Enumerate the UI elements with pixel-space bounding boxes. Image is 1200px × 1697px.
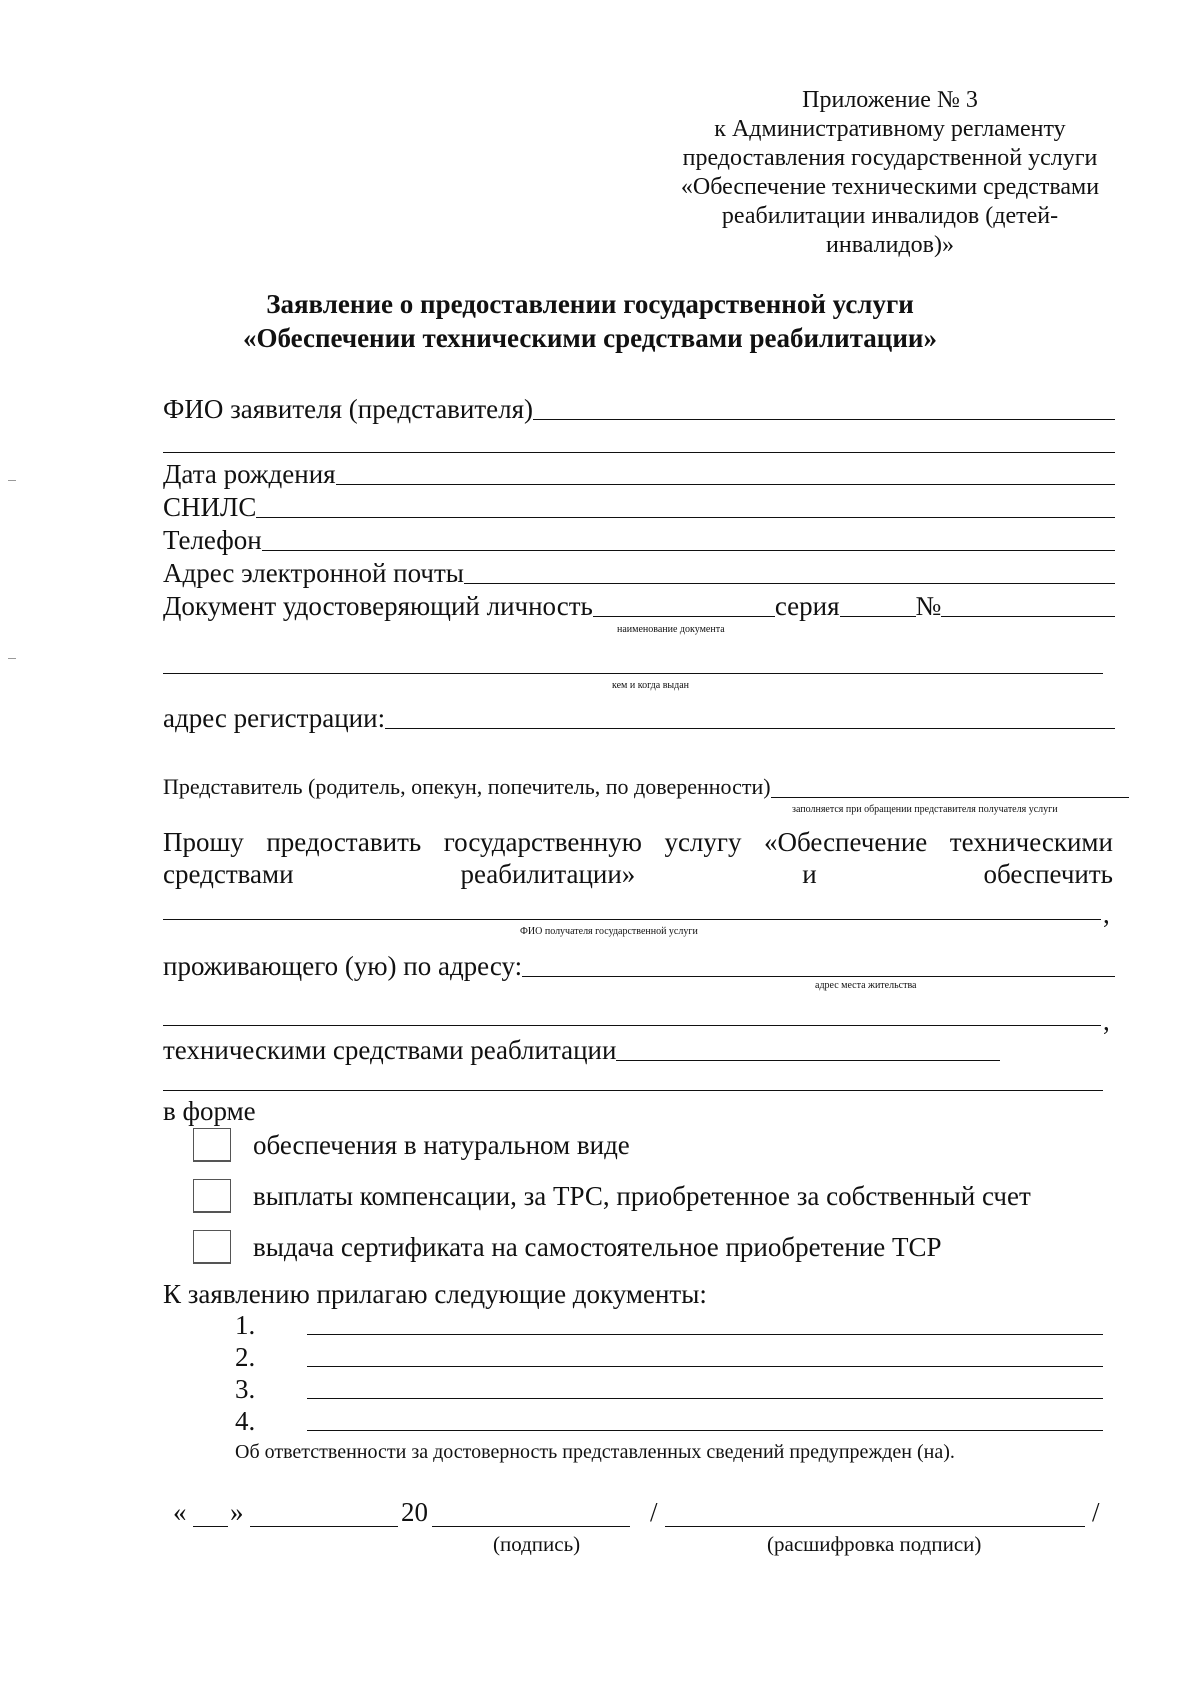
representative-field[interactable] [771, 797, 1129, 798]
representative-row [163, 771, 1129, 803]
email-label: Адрес электронной почты [163, 558, 464, 588]
request-word: обеспечить [983, 859, 1113, 889]
option-compensation [193, 1179, 1031, 1213]
email-field[interactable] [464, 583, 1115, 584]
comma: , [1103, 1006, 1110, 1036]
comma: , [1103, 899, 1110, 929]
attachment-field[interactable] [307, 1430, 1103, 1431]
id-document-row [163, 590, 1115, 622]
year-signature-field[interactable] [432, 1526, 630, 1527]
appendix-header [660, 86, 1120, 260]
attachment-field[interactable] [307, 1334, 1103, 1335]
title-line-1: Заявление о предоставлении государственной услуги [266, 289, 914, 319]
number-label: № [915, 591, 942, 621]
request-word: «Обеспечение [764, 827, 928, 857]
snils-field[interactable] [256, 517, 1115, 518]
option-label: выплаты компенсации, за ТРС, приобретенное за собственный счет [253, 1180, 1031, 1211]
signature-decode-field[interactable] [665, 1526, 1085, 1527]
request-line-2 [163, 858, 1113, 890]
tsr-field[interactable] [616, 1060, 1000, 1061]
issued-by-field[interactable] [163, 673, 1103, 674]
series-field[interactable] [840, 616, 916, 617]
attachment-number: 2. [235, 1342, 256, 1372]
tsr-label: техническими средствами реаблитации [163, 1035, 617, 1065]
appendix-line: Приложение № 3 [802, 87, 978, 113]
attachment-row [235, 1342, 1103, 1373]
phone-label: Телефон [163, 525, 262, 555]
attachment-field[interactable] [307, 1366, 1103, 1367]
form-label: в форме [163, 1096, 256, 1126]
issued-by-hint: кем и когда выдан [612, 680, 690, 691]
fio-label: ФИО заявителя (представителя) [163, 394, 534, 424]
decode-caption: (расшифровка подписи) [767, 1532, 982, 1556]
request-word: государственную [443, 827, 642, 857]
residence-field[interactable] [522, 976, 1115, 977]
attachments-label: К заявлению прилагаю следующие документы: [163, 1279, 707, 1309]
option-label: выдача сертификата на самостоятельное приобретение ТСР [253, 1231, 942, 1262]
attachment-row [235, 1374, 1103, 1405]
residence-hint: адрес места жительства [815, 980, 917, 991]
appendix-line: к Административному регламенту [714, 116, 1066, 142]
snils-row [163, 491, 1115, 523]
phone-field[interactable] [262, 550, 1115, 551]
request-word: предоставить [266, 827, 422, 857]
attachment-number: 4. [235, 1406, 256, 1436]
attachment-field[interactable] [307, 1398, 1103, 1399]
fio-continuation-field[interactable] [163, 452, 1115, 453]
option-checkbox[interactable] [193, 1230, 231, 1264]
registration-row [163, 702, 1115, 734]
appendix-line: предоставления государственной услуги [682, 145, 1098, 171]
slash: / [1092, 1497, 1100, 1527]
request-word: Прошу [163, 827, 244, 857]
signature-caption: (подпись) [493, 1532, 581, 1556]
scan-mark [8, 480, 16, 481]
request-paragraph [163, 826, 1113, 890]
series-label: серия [774, 591, 840, 621]
quote-open: « [173, 1497, 187, 1527]
id-document-label: Документ удостоверяющий личность [163, 591, 593, 621]
fio-row [163, 393, 1115, 425]
option-checkbox[interactable] [193, 1179, 231, 1213]
request-line-1 [163, 826, 1113, 858]
recipient-name-hint: ФИО получателя государственной услуги [520, 926, 698, 937]
appendix-line: инвалидов)» [826, 232, 954, 258]
registration-label: адрес регистрации: [163, 703, 386, 733]
representative-hint: заполняется при обращении представителя получателя услуги [792, 804, 1058, 815]
fio-field[interactable] [533, 419, 1115, 420]
recipient-name-field[interactable] [163, 919, 1101, 920]
appendix-line: «Обеспечение техническими средствами [680, 174, 1100, 200]
email-row [163, 557, 1115, 589]
request-word: услугу [664, 827, 742, 857]
number-field[interactable] [941, 616, 1115, 617]
day-field[interactable] [193, 1526, 228, 1527]
request-word: средствами [163, 859, 294, 889]
request-word: техническими [949, 827, 1113, 857]
option-in-kind [193, 1128, 630, 1162]
attachment-number: 1. [235, 1310, 256, 1340]
snils-label: СНИЛС [163, 492, 257, 522]
tsr-continuation-field[interactable] [163, 1090, 1103, 1091]
option-certificate [193, 1230, 942, 1264]
title-line-2: «Обеспечении техническими средствами реабилитации» [243, 323, 937, 353]
option-checkbox[interactable] [193, 1128, 231, 1162]
attachment-row [235, 1406, 1103, 1437]
phone-row [163, 524, 1115, 556]
residence-label: проживающего (ую) по адресу: [163, 951, 523, 981]
tsr-row [163, 1034, 1000, 1066]
birth-date-field[interactable] [336, 484, 1115, 485]
residence-continuation-field[interactable] [163, 1025, 1101, 1026]
responsibility-note: Об ответственности за достоверность представленных сведений предупрежден (на). [235, 1441, 955, 1463]
scan-mark [8, 658, 16, 659]
slash: / [650, 1497, 658, 1527]
birth-date-label: Дата рождения [163, 459, 336, 489]
registration-field[interactable] [385, 728, 1115, 729]
year-prefix: 20 [401, 1497, 428, 1527]
request-word: реабилитации» [460, 859, 636, 889]
attachment-number: 3. [235, 1374, 256, 1404]
birth-date-row [163, 458, 1115, 490]
id-document-field[interactable] [593, 616, 775, 617]
attachment-row [235, 1310, 1103, 1341]
id-document-hint: наименование документа [617, 624, 725, 635]
residence-row [163, 950, 1115, 982]
representative-label: Представитель (родитель, опекун, попечитель, по доверенности) [163, 774, 771, 799]
appendix-line: реабилитации инвалидов (детей- [721, 203, 1059, 229]
document-title [150, 287, 1030, 355]
request-word: и [802, 859, 817, 889]
quote-close: » [230, 1497, 244, 1527]
option-label: обеспечения в натуральном виде [253, 1129, 630, 1160]
month-field[interactable] [250, 1526, 398, 1527]
